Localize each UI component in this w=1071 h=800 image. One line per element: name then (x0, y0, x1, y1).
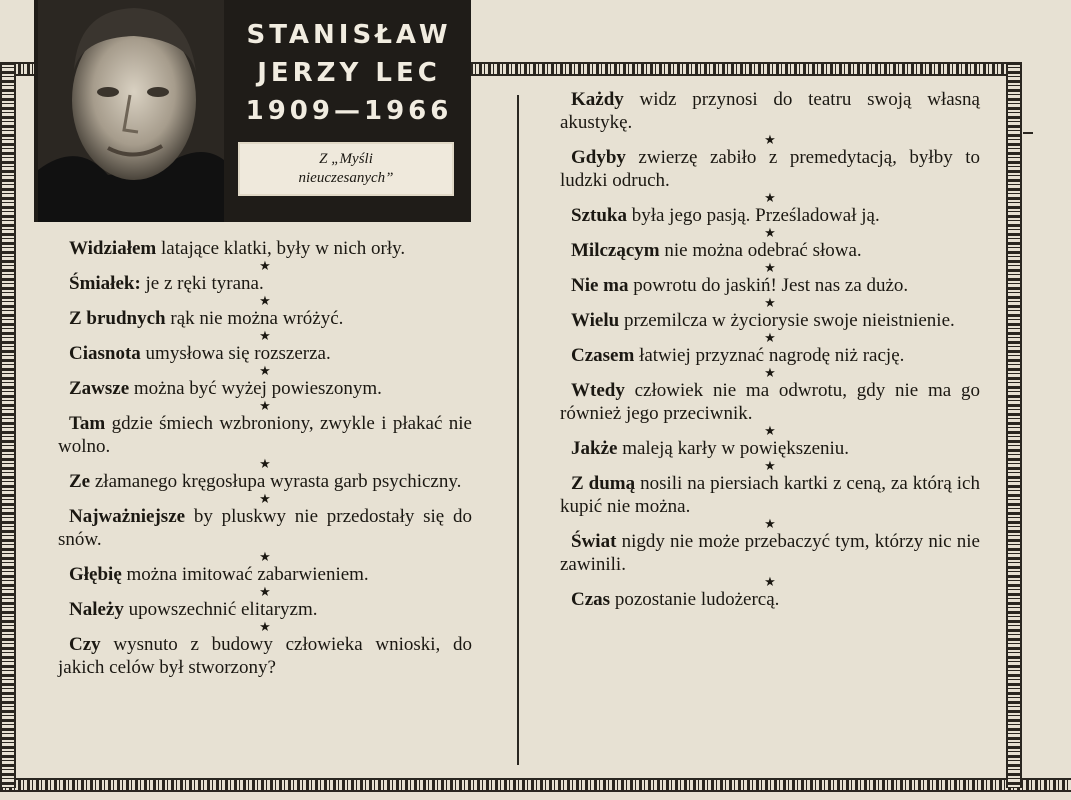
aphorism-text: powrotu do jaskiń! Jest nas za dużo. (628, 275, 909, 296)
star-separator: ★ (259, 456, 271, 471)
aphorism-text: umysłowa się rozszerza. (140, 343, 331, 364)
aphorism-lead: Wielu (571, 310, 620, 331)
aphorism-text: wysnuto z budowy człowieka wnioski, do jakich celów był stworzony? (58, 634, 472, 678)
aphorism-text: przemilcza w życiorysie swoje nieistnienie. (619, 310, 955, 331)
aphorism (58, 272, 472, 295)
aphorism (560, 146, 980, 192)
aphorism-text: można imitować zabarwieniem. (121, 564, 369, 585)
author-first-name: STANISŁAW (246, 20, 452, 50)
aphorism-text: by pluskwy nie przedostały się do snów. (58, 506, 472, 550)
star-separator: ★ (259, 328, 271, 343)
star-separator: ★ (764, 132, 776, 147)
star-separator: ★ (764, 516, 776, 531)
aphorism-text: była jego pasją. Prześladował ją. (626, 205, 880, 226)
star-separator: ★ (764, 330, 776, 345)
star-separator: ★ (259, 363, 271, 378)
aphorism-lead: Czas (571, 589, 611, 610)
star-separator: ★ (764, 458, 776, 473)
source-note-line1: Z „Myśli (319, 151, 373, 167)
aphorism-text: pozostanie ludożercą. (610, 589, 780, 610)
aphorism-lead: Sztuka (571, 205, 627, 226)
aphorism-lead: Gdyby (571, 147, 626, 168)
aphorism-text: łatwiej przyznać nagrodę niż rację. (634, 345, 905, 366)
author-portrait (38, 0, 224, 222)
aphorism-text: nosili na piersiach kartki z ceną, za którą ich kupić nie można. (560, 473, 980, 517)
right-border-rule (1006, 62, 1022, 788)
aphorism (560, 274, 980, 297)
aphorism (58, 505, 472, 551)
left-aphorism-column (58, 237, 472, 679)
star-separator: ★ (764, 365, 776, 380)
aphorism-lead: Ze (69, 471, 91, 492)
aphorism-text: je z ręki tyrana. (140, 273, 264, 294)
bottom-border-rule (0, 778, 1071, 792)
aphorism-lead: Nie ma (571, 275, 629, 296)
aphorism-lead: Należy (69, 599, 124, 620)
top-border-rule-right (470, 62, 1022, 76)
aphorism (58, 412, 472, 458)
author-last-name: JERZY LEC (257, 58, 441, 88)
star-separator: ★ (259, 258, 271, 273)
aphorism-text: nie można odebrać słowa. (659, 240, 862, 261)
aphorism-lead: Najważniejsze (69, 506, 186, 527)
aphorism (58, 563, 472, 586)
aphorism (58, 237, 472, 260)
aphorism-lead: Każdy (571, 89, 624, 110)
source-note-line2: nieuczesanych” (298, 170, 394, 186)
star-separator: ★ (764, 423, 776, 438)
aphorism-text: gdzie śmiech wzbroniony, zwykle i płakać nie wolno. (58, 413, 472, 457)
aphorism-text: upowszechnić elitaryzm. (123, 599, 318, 620)
aphorism-lead: Tam (69, 413, 106, 434)
aphorism-text: złamanego kręgosłupa wyrasta garb psychiczny. (90, 471, 462, 492)
aphorism (560, 588, 980, 611)
star-separator: ★ (764, 225, 776, 240)
aphorism (560, 437, 980, 460)
aphorism-text: nigdy nie może przebaczyć tym, którzy nic nie zawinili. (560, 531, 980, 575)
aphorism-lead: Z brudnych (69, 308, 166, 329)
star-separator: ★ (764, 260, 776, 275)
aphorism-lead: Ciasnota (69, 343, 141, 364)
aphorism (560, 344, 980, 367)
aphorism-lead: Z dumą (571, 473, 636, 494)
aphorism (58, 307, 472, 330)
aphorism (58, 377, 472, 400)
aphorism (58, 633, 472, 679)
aphorism-lead: Głębię (69, 564, 122, 585)
star-separator: ★ (259, 619, 271, 634)
star-separator: ★ (764, 190, 776, 205)
column-separator (517, 95, 519, 765)
aphorism (58, 598, 472, 621)
aphorism-text: maleją karły w powiększeniu. (617, 438, 850, 459)
aphorism-text: latające klatki, były w nich orły. (156, 238, 406, 259)
star-separator: ★ (259, 491, 271, 506)
right-aphorism-column (560, 88, 980, 611)
aphorism (560, 204, 980, 227)
star-separator: ★ (259, 584, 271, 599)
star-separator: ★ (259, 293, 271, 308)
star-separator: ★ (764, 295, 776, 310)
aphorism (560, 239, 980, 262)
aphorism-text: widz przynosi do teatru swoją własną akustykę. (560, 89, 980, 133)
aphorism (58, 342, 472, 365)
aphorism-lead: Czasem (571, 345, 635, 366)
aphorism-lead: Śmiałek: (69, 273, 141, 294)
aphorism (560, 379, 980, 425)
aphorism-text: rąk nie można wróżyć. (165, 308, 344, 329)
aphorism (560, 88, 980, 134)
aphorism-text: zwierzę zabiło z premedytacją, byłby to ludzki odruch. (560, 147, 980, 191)
aphorism-lead: Świat (571, 531, 617, 552)
aphorism-lead: Milczącym (571, 240, 660, 261)
star-separator: ★ (259, 549, 271, 564)
aphorism-text: można być wyżej powieszonym. (129, 378, 382, 399)
aphorism-text: człowiek nie ma odwrotu, gdy nie ma go również jego przeciwnik. (560, 380, 980, 424)
left-border-rule (0, 62, 16, 788)
aphorism (58, 470, 472, 493)
aphorism-lead: Widziałem (69, 238, 157, 259)
aphorism-lead: Zawsze (69, 378, 130, 399)
aphorism (560, 472, 980, 518)
source-note (238, 142, 454, 196)
aphorism-lead: Wtedy (571, 380, 625, 401)
aphorism-lead: Jakże (571, 438, 618, 459)
header-block (34, 0, 471, 222)
author-years: 1909—1966 (245, 96, 453, 126)
star-separator: ★ (764, 574, 776, 589)
aphorism (560, 530, 980, 576)
aphorism (560, 309, 980, 332)
star-separator: ★ (259, 398, 271, 413)
margin-tick (1023, 132, 1033, 134)
aphorism-lead: Czy (69, 634, 101, 655)
